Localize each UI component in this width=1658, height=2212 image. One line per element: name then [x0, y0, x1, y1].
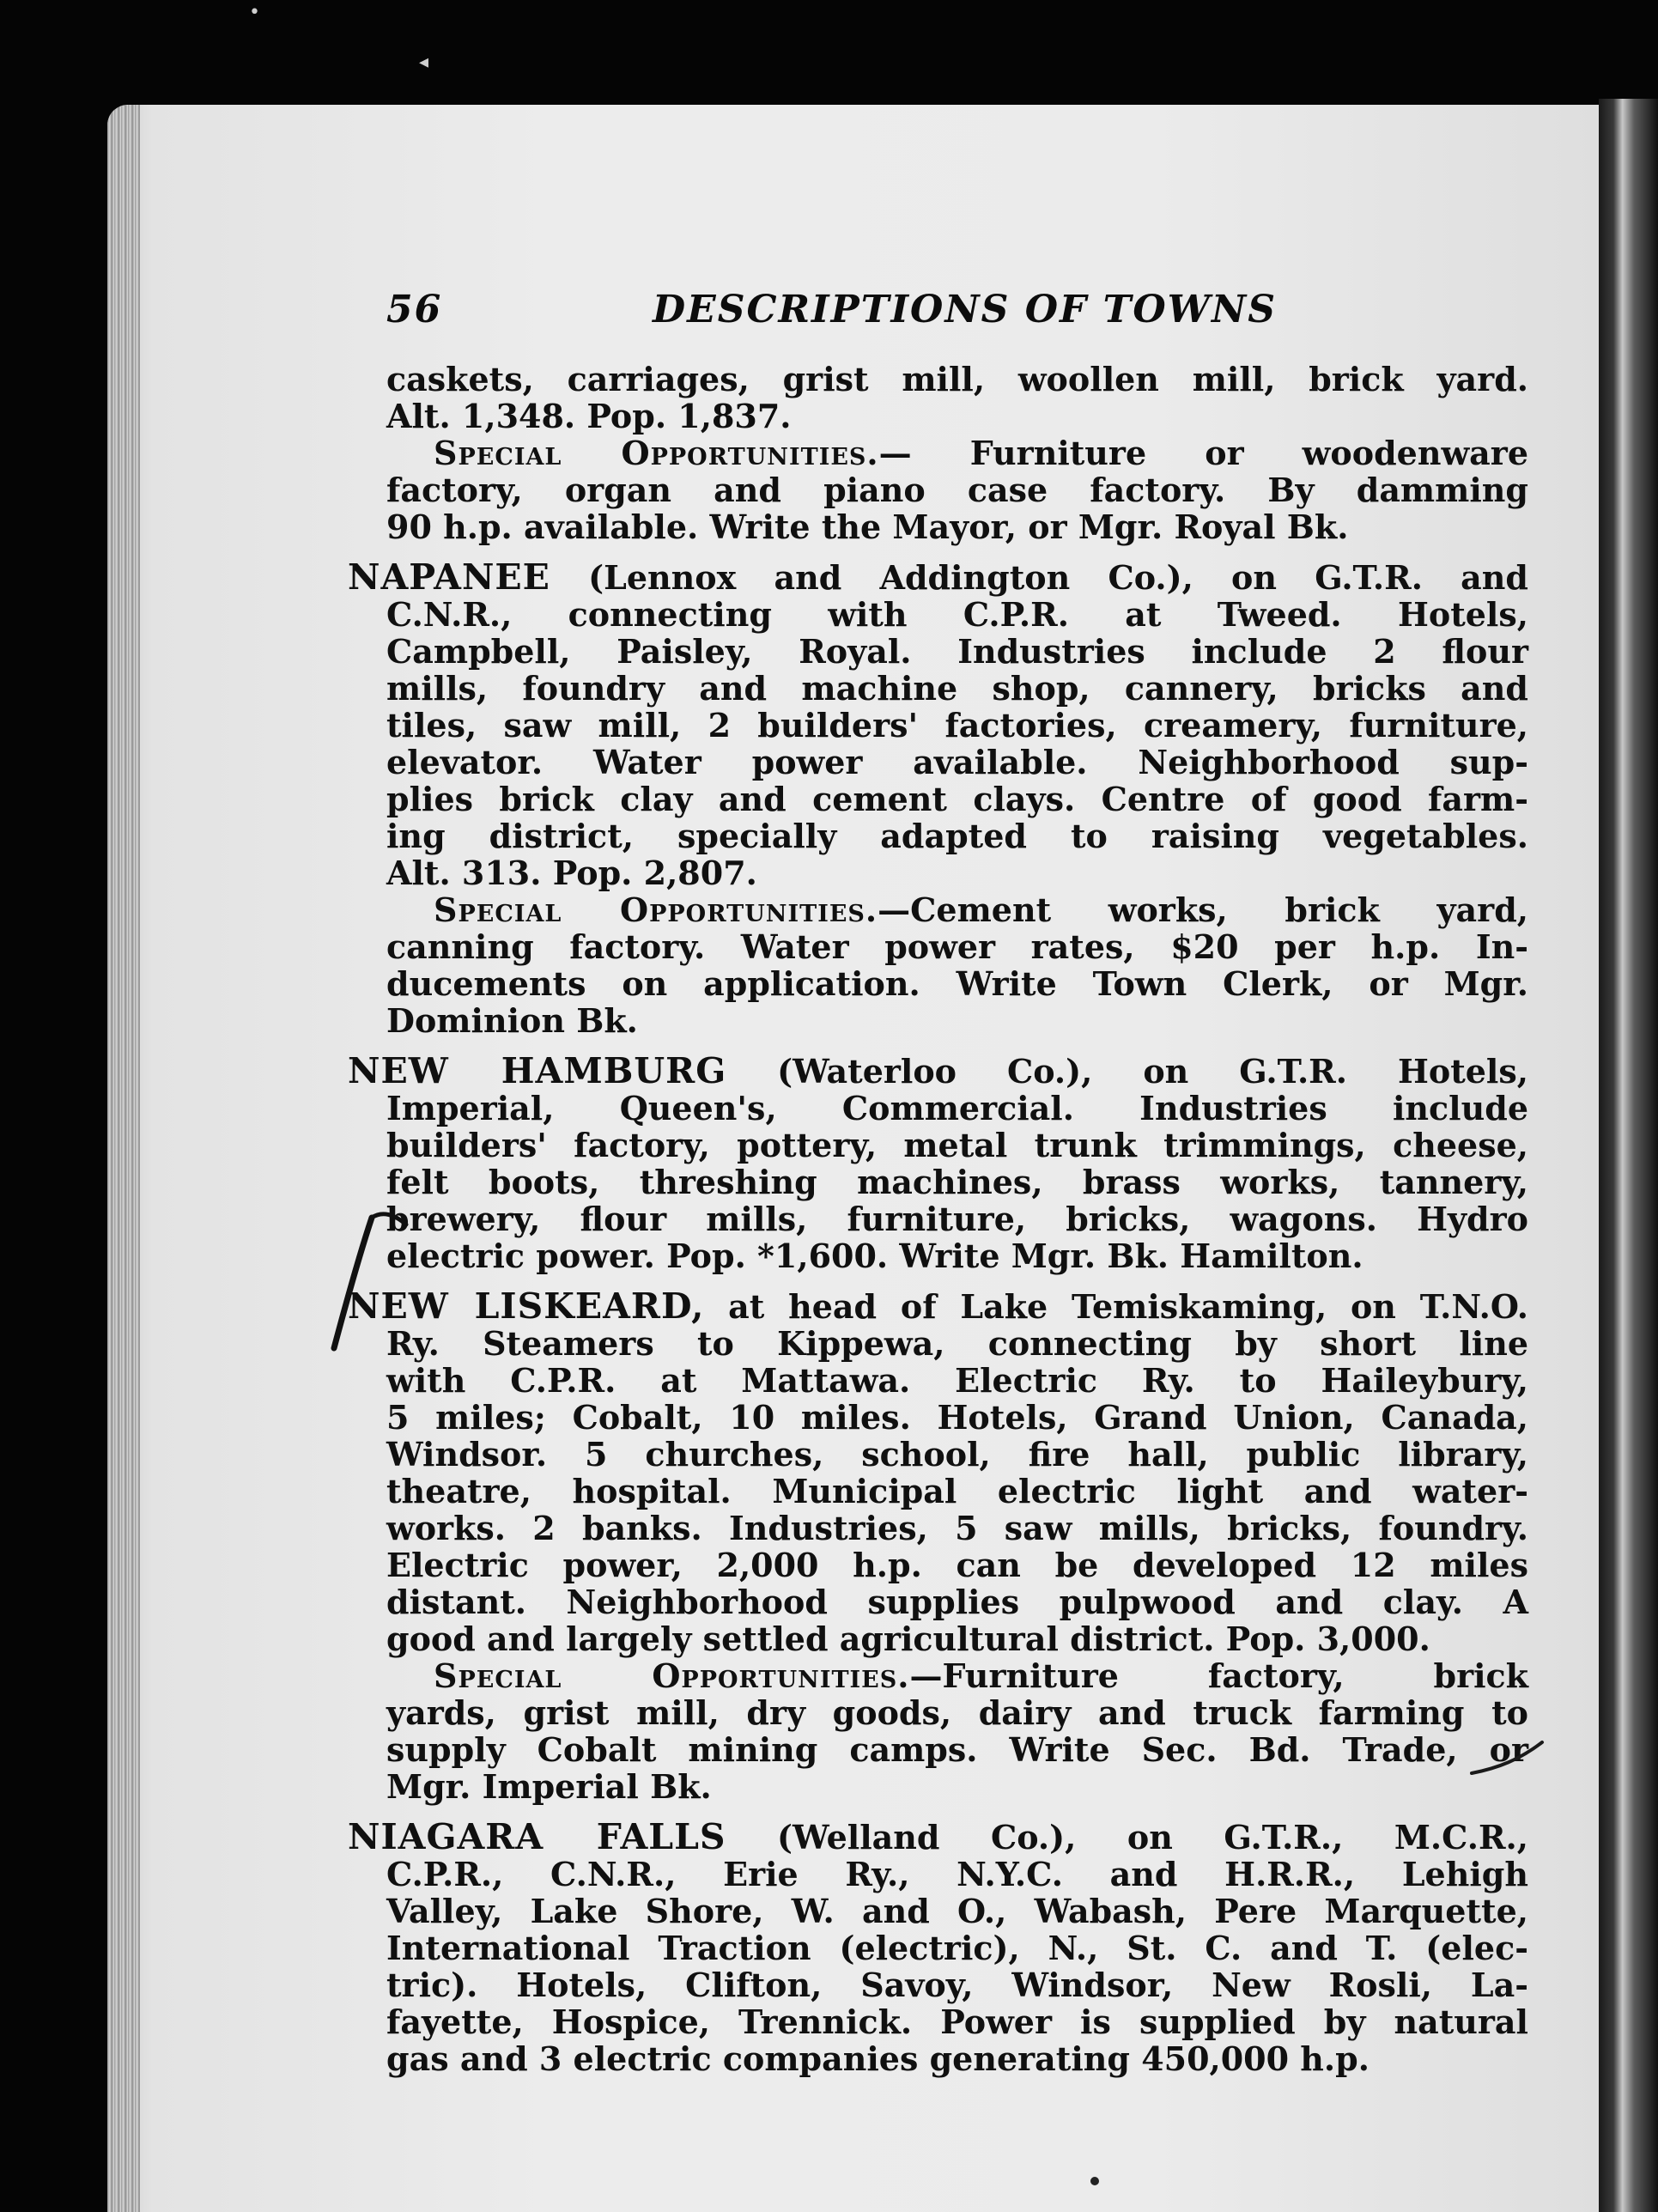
entry-line: [386, 1090, 1528, 1127]
book-binding: [1599, 99, 1658, 2212]
special-opportunities-text: 90 h.p. available. Write the Mayor, or Mgr. Royal Bk.: [386, 507, 1349, 546]
entry-line: [386, 1856, 1528, 1893]
town-name: NIAGARA FALLS: [348, 1816, 726, 1857]
entry-text: at head of Lake Temiskaming, on T.N.O.: [704, 1287, 1528, 1326]
entry-line: [386, 1325, 1528, 1362]
entry-line: [386, 1164, 1528, 1200]
entry-line: [386, 1966, 1528, 2003]
entry-text: Ry. Steamers to Kippewa, connecting by short line: [386, 1324, 1528, 1363]
bottom-speck: [1090, 2177, 1099, 2185]
special-opportunities-line: [386, 965, 1528, 1002]
town-name: NAPANEE: [348, 556, 550, 598]
entry-line: [386, 1127, 1528, 1164]
running-title: DESCRIPTIONS OF TOWNS: [653, 288, 1278, 331]
entry-text: (Welland Co.), on G.T.R., M.C.R.,: [726, 1818, 1528, 1856]
entry-text: gas and 3 electric companies generating 450,000 h.p.: [386, 2039, 1370, 2078]
entry-line: [386, 1362, 1528, 1399]
page-edges: [107, 105, 140, 2212]
special-opportunities-line: [386, 1002, 1528, 1039]
entry-line: [386, 398, 1528, 434]
special-opportunities-text: —Cement works, brick yard,: [878, 890, 1528, 929]
entry-line: [348, 556, 1528, 598]
special-opportunities-text: supply Cobalt mining camps. Write Sec. Bd. Trade, or: [386, 1730, 1528, 1769]
entry-text: distant. Neighborhood supplies pulpwood and clay. A: [386, 1583, 1528, 1621]
entry-text: 5 miles; Cobalt, 10 miles. Hotels, Grand Union, Canada,: [386, 1398, 1528, 1437]
scan-artifact: •: [249, 2, 260, 23]
entry-text: brewery, flour mills, furniture, bricks, wagons. Hydro: [386, 1200, 1528, 1238]
entry-text: C.P.R., C.N.R., Erie Ry., N.Y.C. and H.R.R., Lehigh: [386, 1855, 1528, 1893]
special-opportunities-line: [386, 1768, 1528, 1805]
entry-text: fayette, Hospice, Trennick. Power is supplied by natural: [386, 2002, 1528, 2041]
entry-text: International Traction (electric), N., St. C. and T. (elec-: [386, 1929, 1528, 1967]
entry-line: [386, 670, 1528, 707]
special-opportunities-text: Dominion Bk.: [386, 1001, 638, 1040]
entry-text: tric). Hotels, Clifton, Savoy, Windsor, New Rosli, La-: [386, 1966, 1528, 2004]
page-number: 56: [386, 288, 443, 331]
entry-line: [348, 1285, 1528, 1327]
special-opportunities-text: Mgr. Imperial Bk.: [386, 1767, 712, 1806]
entry-text: plies brick clay and cement clays. Centre of good farm-: [386, 780, 1528, 818]
entry-text: felt boots, threshing machines, brass works, tannery,: [386, 1163, 1528, 1201]
running-header: [386, 288, 1417, 339]
special-opportunities-line: [386, 508, 1528, 545]
special-opportunities-text: — Furniture or woodenware: [878, 434, 1528, 472]
entry-line: [386, 707, 1528, 744]
entry-text: C.N.R., connecting with C.P.R. at Tweed. Hotels,: [386, 595, 1528, 634]
entry-text: Campbell, Paisley, Royal. Industries include 2 flour: [386, 632, 1528, 671]
town-entry: [348, 1816, 1528, 2078]
entry-line: [386, 1893, 1528, 1929]
entry-line: [386, 633, 1528, 670]
entry-line: [386, 596, 1528, 633]
entry-text: caskets, carriages, grist mill, woollen mill, brick yard.: [386, 360, 1528, 398]
entry-text: builders' factory, pottery, metal trunk trimmings, cheese,: [386, 1126, 1528, 1164]
entry-text: ing district, specially adapted to raising vegetables.: [386, 817, 1528, 855]
pencil-margin-mark: [322, 1202, 416, 1357]
entry-line: [348, 1816, 1528, 1857]
entry-line: [386, 1547, 1528, 1583]
entry-line: [386, 1583, 1528, 1620]
town-name: NEW LISKEARD,: [348, 1285, 705, 1327]
entry-text: works. 2 banks. Industries, 5 saw mills, bricks, foundry.: [386, 1509, 1528, 1547]
special-opportunities-text: canning factory. Water power rates, $20 per h.p. In-: [386, 927, 1528, 966]
entry-line: [386, 1620, 1528, 1657]
entry-text: electric power. Pop. *1,600. Write Mgr. Bk. Hamilton.: [386, 1237, 1363, 1275]
entry-line: [386, 781, 1528, 817]
town-entry: [386, 361, 1528, 545]
entry-line: [386, 1473, 1528, 1510]
entry-text: Windsor. 5 churches, school, fire hall, public library,: [386, 1435, 1528, 1474]
entry-text: (Waterloo Co.), on G.T.R. Hotels,: [726, 1052, 1528, 1091]
entry-line: [386, 1510, 1528, 1547]
entry-line: [386, 2003, 1528, 2040]
entry-text: mills, foundry and machine shop, cannery, bricks and: [386, 669, 1528, 708]
special-opportunities-text: —Furniture factory, brick: [909, 1656, 1528, 1695]
town-entry: [348, 1285, 1528, 1806]
scan-artifact: ◂: [419, 52, 429, 73]
special-opportunities-text: factory, organ and piano case factory. By damming: [386, 471, 1528, 509]
entry-text: elevator. Water power available. Neighborhood sup-: [386, 743, 1528, 781]
entry-line: [386, 1399, 1528, 1436]
town-entry: [348, 1050, 1528, 1275]
entry-line: [386, 817, 1528, 854]
entry-text: theatre, hospital. Municipal electric light and water-: [386, 1472, 1528, 1510]
entry-text: Alt. 1,348. Pop. 1,837.: [386, 397, 792, 435]
special-opportunities-label: Special Opportunities.: [434, 890, 878, 929]
special-opportunities-line: [434, 434, 1528, 471]
entry-text: Electric power, 2,000 h.p. can be developed 12 miles: [386, 1546, 1528, 1584]
special-opportunities-line: [434, 1657, 1528, 1694]
entry-text: Valley, Lake Shore, W. and O., Wabash, Pere Marquette,: [386, 1892, 1528, 1930]
town-entry: [348, 556, 1528, 1040]
special-opportunities-text: yards, grist mill, dry goods, dairy and truck farming to: [386, 1693, 1528, 1732]
special-opportunities-line: [386, 928, 1528, 965]
special-opportunities-label: Special Opportunities.: [434, 434, 879, 472]
entry-line: [386, 854, 1528, 891]
entry-text: good and largely settled agricultural district. Pop. 3,000.: [386, 1620, 1430, 1658]
entry-text: (Lennox and Addington Co.), on G.T.R. and: [550, 558, 1528, 597]
entry-text: Imperial, Queen's, Commercial. Industries include: [386, 1089, 1528, 1127]
entry-line: [386, 2040, 1528, 2077]
entry-text: tiles, saw mill, 2 builders' factories, creamery, furniture,: [386, 706, 1528, 744]
special-opportunities-line: [386, 1694, 1528, 1731]
town-entries: [348, 360, 1528, 2078]
special-opportunities-line: [386, 471, 1528, 508]
special-opportunities-label: Special Opportunities.: [434, 1656, 910, 1695]
special-opportunities-line: [434, 891, 1528, 928]
entry-line: [386, 361, 1528, 398]
entry-line: [386, 1200, 1528, 1237]
town-name: NEW HAMBURG: [348, 1050, 727, 1091]
special-opportunities-line: [386, 1731, 1528, 1768]
entry-line: [348, 1050, 1528, 1091]
entry-text: Alt. 313. Pop. 2,807.: [386, 854, 757, 892]
special-opportunities-text: ducements on application. Write Town Clerk, or Mgr.: [386, 964, 1528, 1003]
pencil-tick-mark: [1468, 1739, 1546, 1778]
entry-text: with C.P.R. at Mattawa. Electric Ry. to Haileybury,: [386, 1361, 1528, 1400]
entry-line: [386, 1436, 1528, 1473]
entry-line: [386, 744, 1528, 781]
entry-line: [386, 1237, 1528, 1274]
entry-line: [386, 1929, 1528, 1966]
